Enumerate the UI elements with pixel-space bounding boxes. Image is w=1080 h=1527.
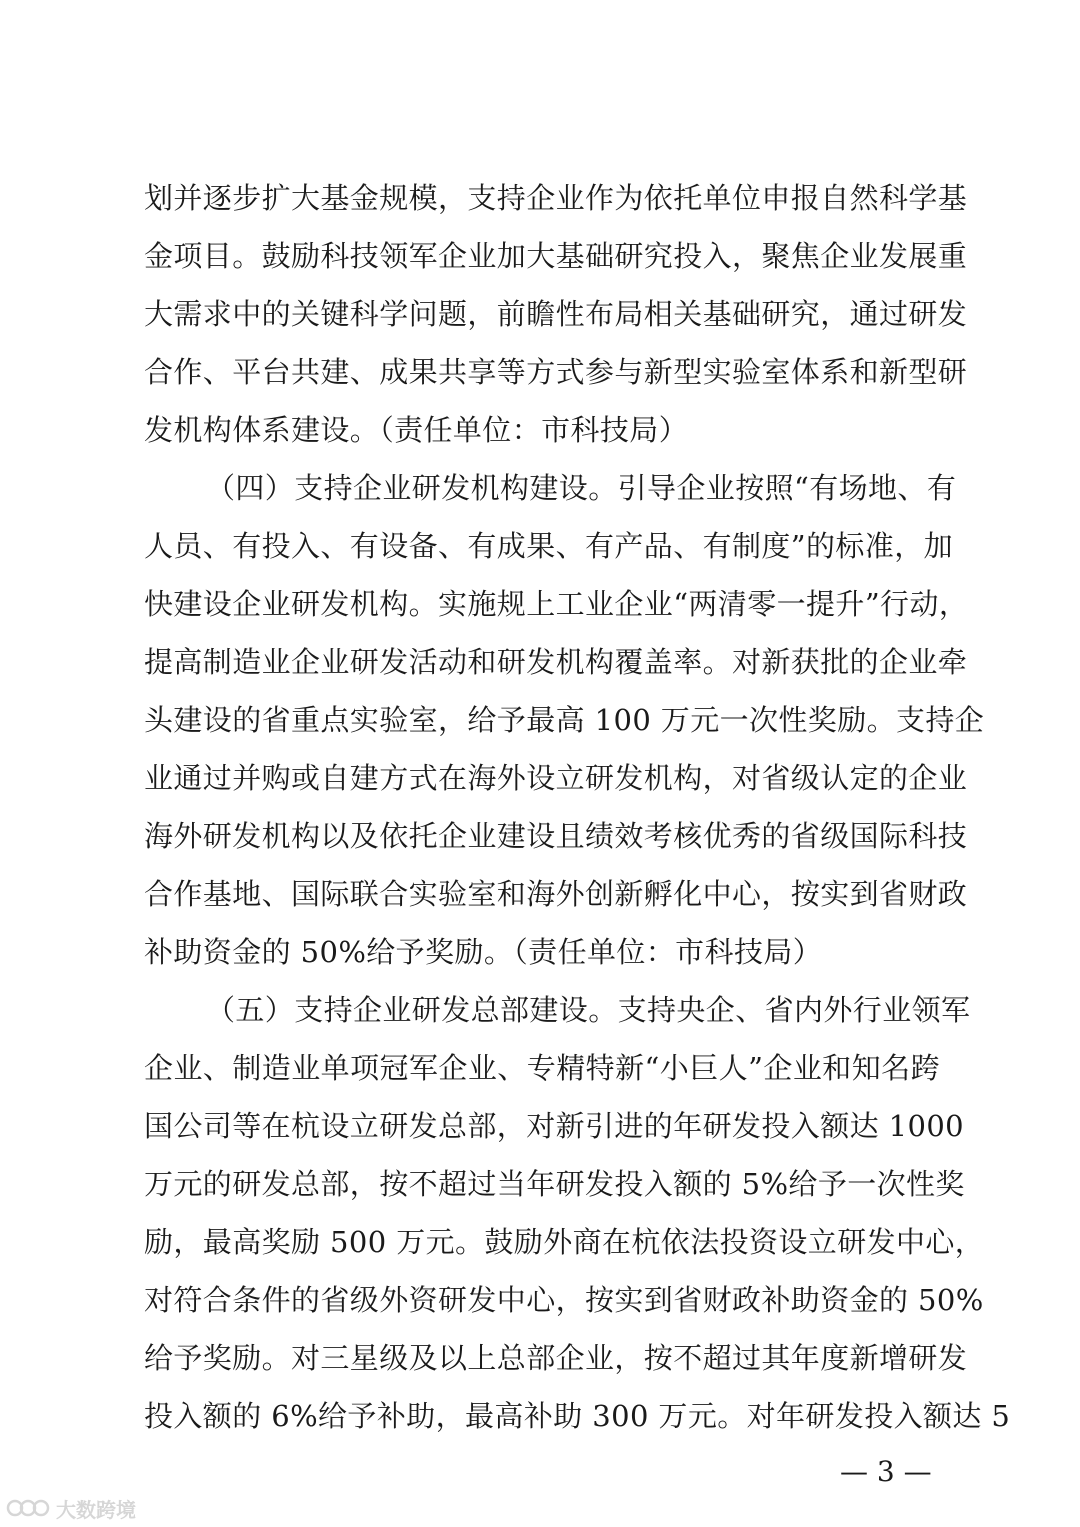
text-line: 合作基地、国际联合实验室和海外创新孵化中心，按实到省财政 [144,877,968,911]
text-line: 国公司等在杭设立研发总部，对新引进的年研发投入额达 1000 [144,1109,965,1143]
text-line: 海外研发机构以及依托企业建设且绩效考核优秀的省级国际科技 [144,819,968,853]
text-line: 万元的研发总部，按不超过当年研发投入额的 5%给予一次性奖 [144,1167,965,1201]
text-line: 金项目。鼓励科技领军企业加大基础研究投入，聚焦企业发展重 [144,239,968,273]
text-line: 业通过并购或自建方式在海外设立研发机构，对省级认定的企业 [144,761,968,795]
text-line: 企业、制造业单项冠军企业、专精特新“小巨人”企业和知名跨 [144,1051,940,1085]
text-line: 提高制造业企业研发活动和研发机构覆盖率。对新获批的企业牵 [144,645,968,679]
text-line: 投入额的 6%给予补助，最高补助 300 万元。对年研发投入额达 5 [144,1399,1011,1433]
text-line: 快建设企业研发机构。实施规上工业企业“两清零一提升”行动， [144,587,969,621]
text-line: 给予奖励。对三星级及以上总部企业，按不超过其年度新增研发 [144,1341,968,1375]
text-line: 大需求中的关键科学问题，前瞻性布局相关基础研究，通过研发 [144,297,968,331]
text-line: 人员、有投入、有设备、有成果、有产品、有制度”的标准，加 [144,529,954,563]
text-line: 发机构体系建设。（责任单位：市科技局） [144,413,689,447]
logo-icon [6,1495,50,1521]
text-line: 划并逐步扩大基金规模，支持企业作为依托单位申报自然科学基 [144,181,968,215]
paragraph-heading-line: （五）支持企业研发总部建设。支持央企、省内外行业领军 [206,993,971,1027]
watermark [6,1492,136,1524]
watermark-text: 大数跨境 [56,1497,136,1522]
paragraph-heading-line: （四）支持企业研发机构建设。引导企业按照“有场地、有 [206,471,957,505]
text-line: 补助资金的 50%给予奖励。（责任单位：市科技局） [144,935,823,969]
text-line: 对符合条件的省级外资研发中心，按实到省财政补助资金的 50% [144,1283,984,1317]
text-line: 头建设的省重点实验室，给予最高 100 万元一次性奖励。支持企 [144,703,985,737]
text-line: 励，最高奖励 500 万元。鼓励外商在杭依法投资设立研发中心， [144,1225,985,1259]
page-number: — 3 — [840,1455,932,1488]
text-line: 合作、平台共建、成果共享等方式参与新型实验室体系和新型研 [144,355,968,389]
